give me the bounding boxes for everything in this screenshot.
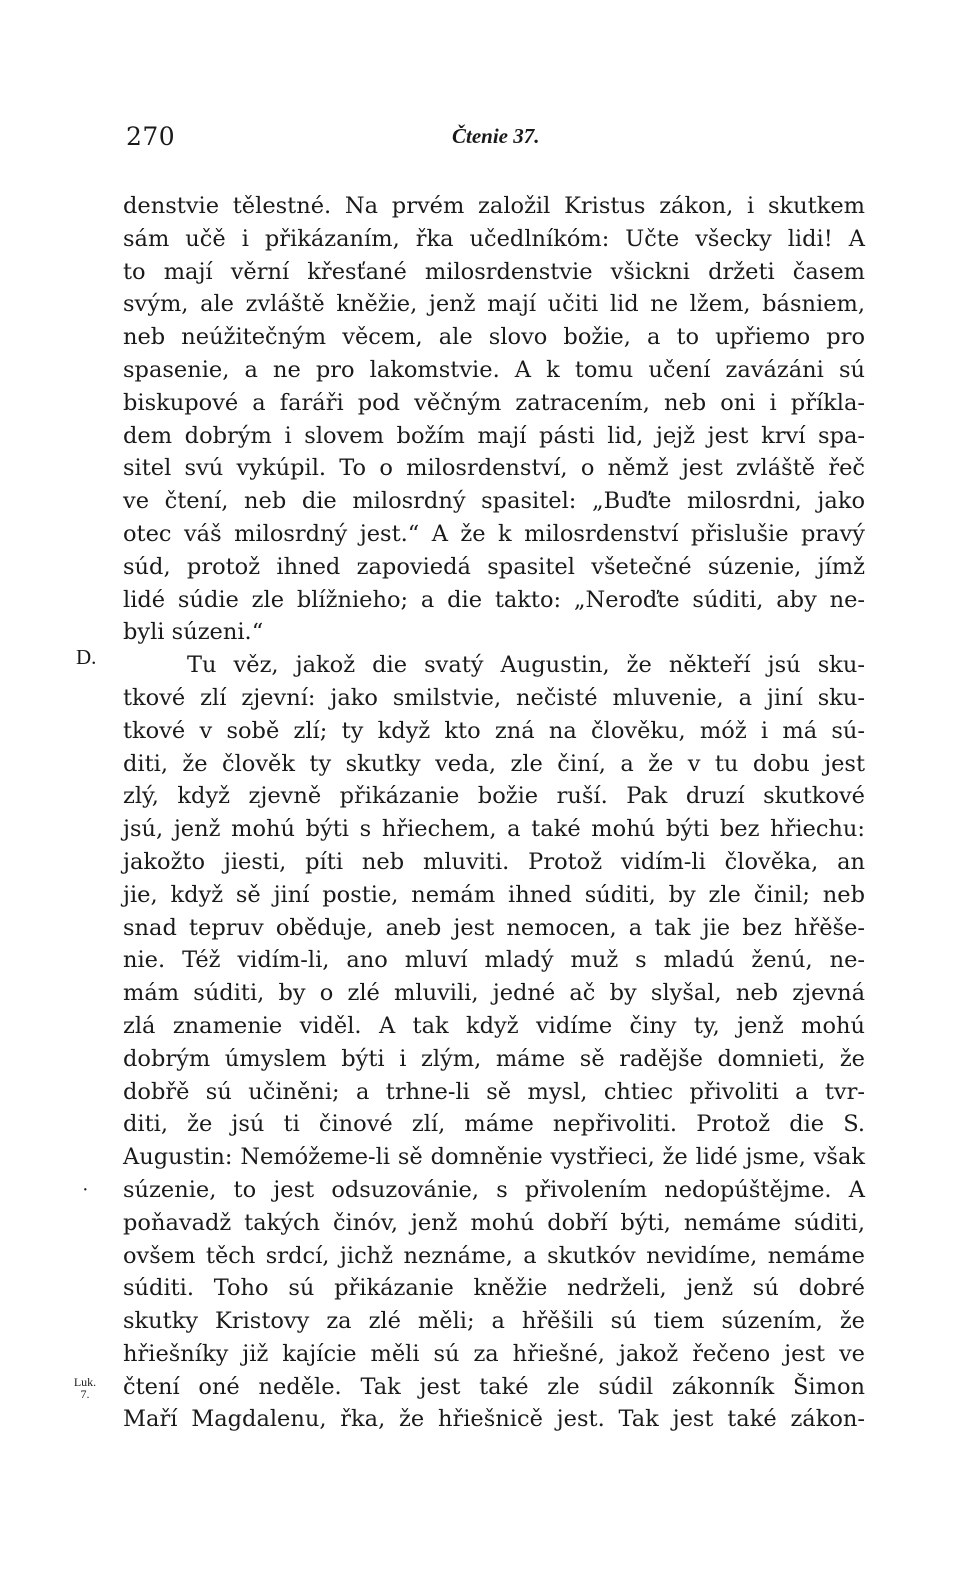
text-line: snad tepruv oběduje, aneb jest nemocen, a tak jie bez hřěše- [123, 914, 865, 941]
text-line: to mají věrní křesťané milosrdenstvie všickni držeti časem [123, 258, 865, 285]
text-line: Tu věz, jakož die svatý Augustin, že někteří jsú sku- [187, 652, 865, 679]
page-header [126, 122, 866, 158]
margin-dot: · [82, 1179, 89, 1201]
text-line: čtení oné neděle. Tak jest také zle súdil zákonník Šimon [123, 1373, 865, 1400]
text-line: biskupové a faráři pod věčným zatracením, neb oni i příkla- [123, 389, 865, 416]
text-line: súd, protož ihned zapoviedá spasitel všetečné súzenie, jímž [123, 553, 865, 580]
text-line: neb neúžitečným věcem, ale slovo božie, a to upřiemo pro [123, 324, 865, 351]
text-line: sám učě i přikázaním, řka učedlníkóm: Učte všecky lidi! A [123, 225, 865, 252]
text-line: jie, když sě jiní postie, nemám ihned súditi, by zle činil; neb [123, 881, 865, 908]
text-line: poňavadž takých činóv, jenž mohú dobří býti, nemáme súditi, [123, 1209, 865, 1236]
text-line: otec váš milosrdný jest.“ A že k milosrdenství přislušie pravý [123, 520, 865, 547]
text-line: ve čtení, neb die milosrdný spasitel: „Buďte milosrdni, jako [123, 488, 865, 515]
text-line: nie. Též vidím-li, ano mluví mladý muž s mladú ženú, ne- [123, 947, 865, 974]
text-line: dobřě sú učiněni; a trhne-li sě mysl, chtiec přivoliti a tvr- [123, 1078, 865, 1105]
text-line: tkové v sobě zlí; ty když kto zná na člověku, móž i má sú- [123, 717, 865, 744]
text-line: jsú, jenž mohú býti s hřiechem, a také mohú býti bez hřiechu: [123, 816, 865, 843]
body-text [123, 190, 865, 1436]
text-line: diti, že člověk ty skutky veda, zle činí, a že v tu dobu jest [123, 750, 865, 777]
text-line: dobrým úmyslem býti i zlým, máme sě radějše domnieti, že [123, 1045, 865, 1072]
text-line: sitel svú vykúpil. To o milosrdenství, o němž jest zvláště řeč [123, 455, 865, 482]
text-line: diti, že jsú ti činové zlí, máme nepřivoliti. Protož die S. [123, 1111, 865, 1138]
text-line: mám súditi, by o zlé mluvili, jedné ač by slyšal, neb zjevná [123, 980, 865, 1007]
text-line: skutky Kristovy za zlé měli; a hřěšili sú tiem súzením, že [123, 1308, 865, 1335]
text-line: byli súzeni.“ [123, 619, 264, 646]
margin-reference-book: Luk. [73, 1375, 97, 1389]
page-number: 270 [126, 122, 176, 151]
text-line: zlá znamenie viděl. A tak když vidíme činy ty, jenž mohú [123, 1012, 865, 1039]
text-line: Maří Magdalenu, řka, že hřiešnicě jest. Tak jest také zákon- [123, 1406, 865, 1433]
text-line: hřiešníky již kajície měli sú za hřiešné, jakož řečeno jest ve [123, 1340, 865, 1367]
text-line: dem dobrým i slovem božím mají pásti lid, jejž jest krví spa- [123, 422, 865, 449]
text-line: svým, ale zvláště kněžie, jenž mají učiti lid ne lžem, básniem, [123, 291, 865, 318]
text-line: jakožto jiesti, píti neb mluviti. Protož vidím-li člověka, an [123, 848, 865, 875]
margin-reference-chapter: 7. [80, 1387, 90, 1401]
margin-marker-d: D. [76, 645, 97, 669]
text-line: súzenie, to jest odsuzovánie, s přivolením nedopúštějme. A [123, 1176, 865, 1203]
text-line: zlý, když zjevně přikázanie božie ruší. Pak druzí skutkové [123, 783, 865, 810]
text-line: spasenie, a ne pro lakomstvie. A k tomu učení zavázáni sú [123, 356, 865, 383]
text-line: Augustin: Nemóžeme-li sě domněnie vystřieci, že lidé jsme, však [123, 1144, 865, 1171]
text-line: denstvie tělestné. Na prvém založil Kristus zákon, i skutkem [123, 193, 865, 219]
text-line: ovšem těch srdcí, jichž neznáme, a skutkóv nevidíme, nemáme [123, 1242, 865, 1269]
text-line: tkové zlí zjevní: jako smilstvie, nečisté mluvenie, a jiní sku- [123, 684, 865, 711]
running-title: Čtenie 37. [452, 124, 540, 148]
text-line: súditi. Toho sú přikázanie kněžie nedrželi, jenž sú dobré [123, 1275, 865, 1302]
margin-reference-luk [73, 1376, 97, 1400]
text-line: lidé súdie zle blížnieho; a die takto: „Neroďte súditi, aby ne- [123, 586, 865, 613]
